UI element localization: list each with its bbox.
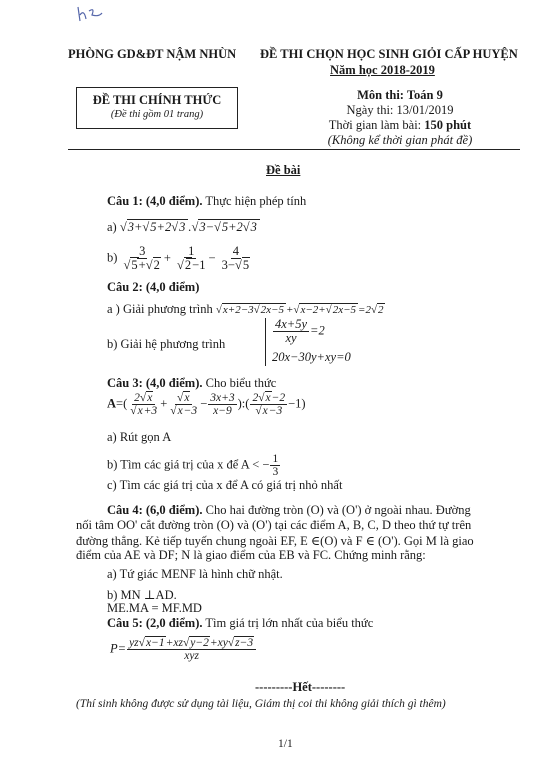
q4-b: b) MN ⊥AD. [107,588,177,602]
q5-expression: P= $\frac{yz√x-1+xz√y-2+xy√z-3}{\text{xyz}}$ [110,637,257,662]
q4-a: a) Tứ giác MENF là hình chữ nhật. [107,567,283,581]
q2-b-system: $\frac{4x+5y}{xy}$ =2 20x−30y+xy=0 [265,318,351,366]
school-year: Năm học 2018-2019 [330,63,435,77]
q4-line4: điểm của AE và DF; N là giao điểm của EB và FC. Chứng minh rằng: [76,548,426,562]
official-title: ĐỀ THI CHÍNH THỨC [92,93,222,107]
duration: Thời gian làm bài: 150 phút [328,118,472,132]
exam-title: ĐỀ THI CHỌN HỌC SINH GIỎI CẤP HUYỆN [260,47,518,61]
q3-c: c) Tìm các giá trị của x để A có giá trị nhỏ nhất [107,478,343,492]
q4-line3: đường thẳng. Kẻ tiếp tuyến chung ngoài EF, E ∈(O) và F ∈ (O'). Gọi M là giao [76,534,474,548]
official-exam-box [76,87,238,129]
q5-heading: Câu 5: (2,0 điểm). Tìm giá trị lớn nhất của biểu thức [107,616,374,630]
footer-note: (Thí sinh không được sử dụng tài liệu, Giám thị coi thi không giải thích gì thêm) [76,698,446,710]
end-marker: ---------Hết-------- [255,680,346,694]
q2-a: a ) Giải phương trình √x+2−3√2x−5 +√x−2+√2x−5 =2√2 [107,302,384,316]
q2-a-equation: √x+2−3√2x−5 +√x−2+√2x−5 =2√2 [215,304,384,316]
page-count-note: (Đề thi gồm 01 trang) [110,109,204,120]
q3-heading: Câu 3: (4,0 điểm). Cho biểu thức [107,376,277,390]
q2-b: b) Giải hệ phương trình [107,337,226,351]
q4-line2: nối tâm OO' cắt đường tròn (O) và (O') tại các điểm A, B, C, D theo thứ tự trên [76,518,472,532]
duration-note: (Không kể thời gian phát đề) [327,133,473,147]
q2-heading: Câu 2: (4,0 điểm) [107,280,200,294]
header-divider [68,149,520,150]
section-title: Đề bài [266,163,301,177]
org-name: PHÒNG GD&ĐT NẬM NHÙN [68,47,237,61]
subject: Môn thi: Toán 9 [357,88,443,102]
q1-a-expression: √3+√5+2√3 .√3−√5+2√3 [120,219,260,234]
q1-b: b) $\frac{3}{√5+√2}$ + $\frac{1}{√2-1}$ − $\frac{4}{3-√5}$ [107,245,253,272]
q3-expression: A=( $\frac{2√x}{√x+3}$ + $\frac{√x}{√x-3}$ − $\frac{3x+3}{x-9}$ ):( $\frac{2√x-2}{√x-3}$ −1) [107,392,306,418]
q1-b-expression: $\frac{3}{√5+√2}$ + $\frac{1}{√2-1}$ − $\frac{4}{3-√5}$ [123,244,250,273]
q3-a: a) Rút gọn A [107,430,172,444]
q4-line1: Câu 4: (6,0 điểm). Cho hai đường tròn (O) và (O') ở ngoài nhau. Đường [107,503,471,517]
q4-c: ME.MA = MF.MD [107,601,202,615]
handwritten-mark [75,5,115,25]
exam-date: Ngày thi: 13/01/2019 [346,103,454,117]
q1-heading: Câu 1: (4,0 điểm). Thực hiện phép tính [107,194,307,208]
page-number: 1/1 [278,738,293,750]
exam-info [305,88,495,148]
q3-b: b) Tìm các giá trị của x để A < − $\frac{1}{3}$ [107,453,279,479]
q1-a: a) √3+√5+2√3 .√3−√5+2√3 [107,220,260,235]
